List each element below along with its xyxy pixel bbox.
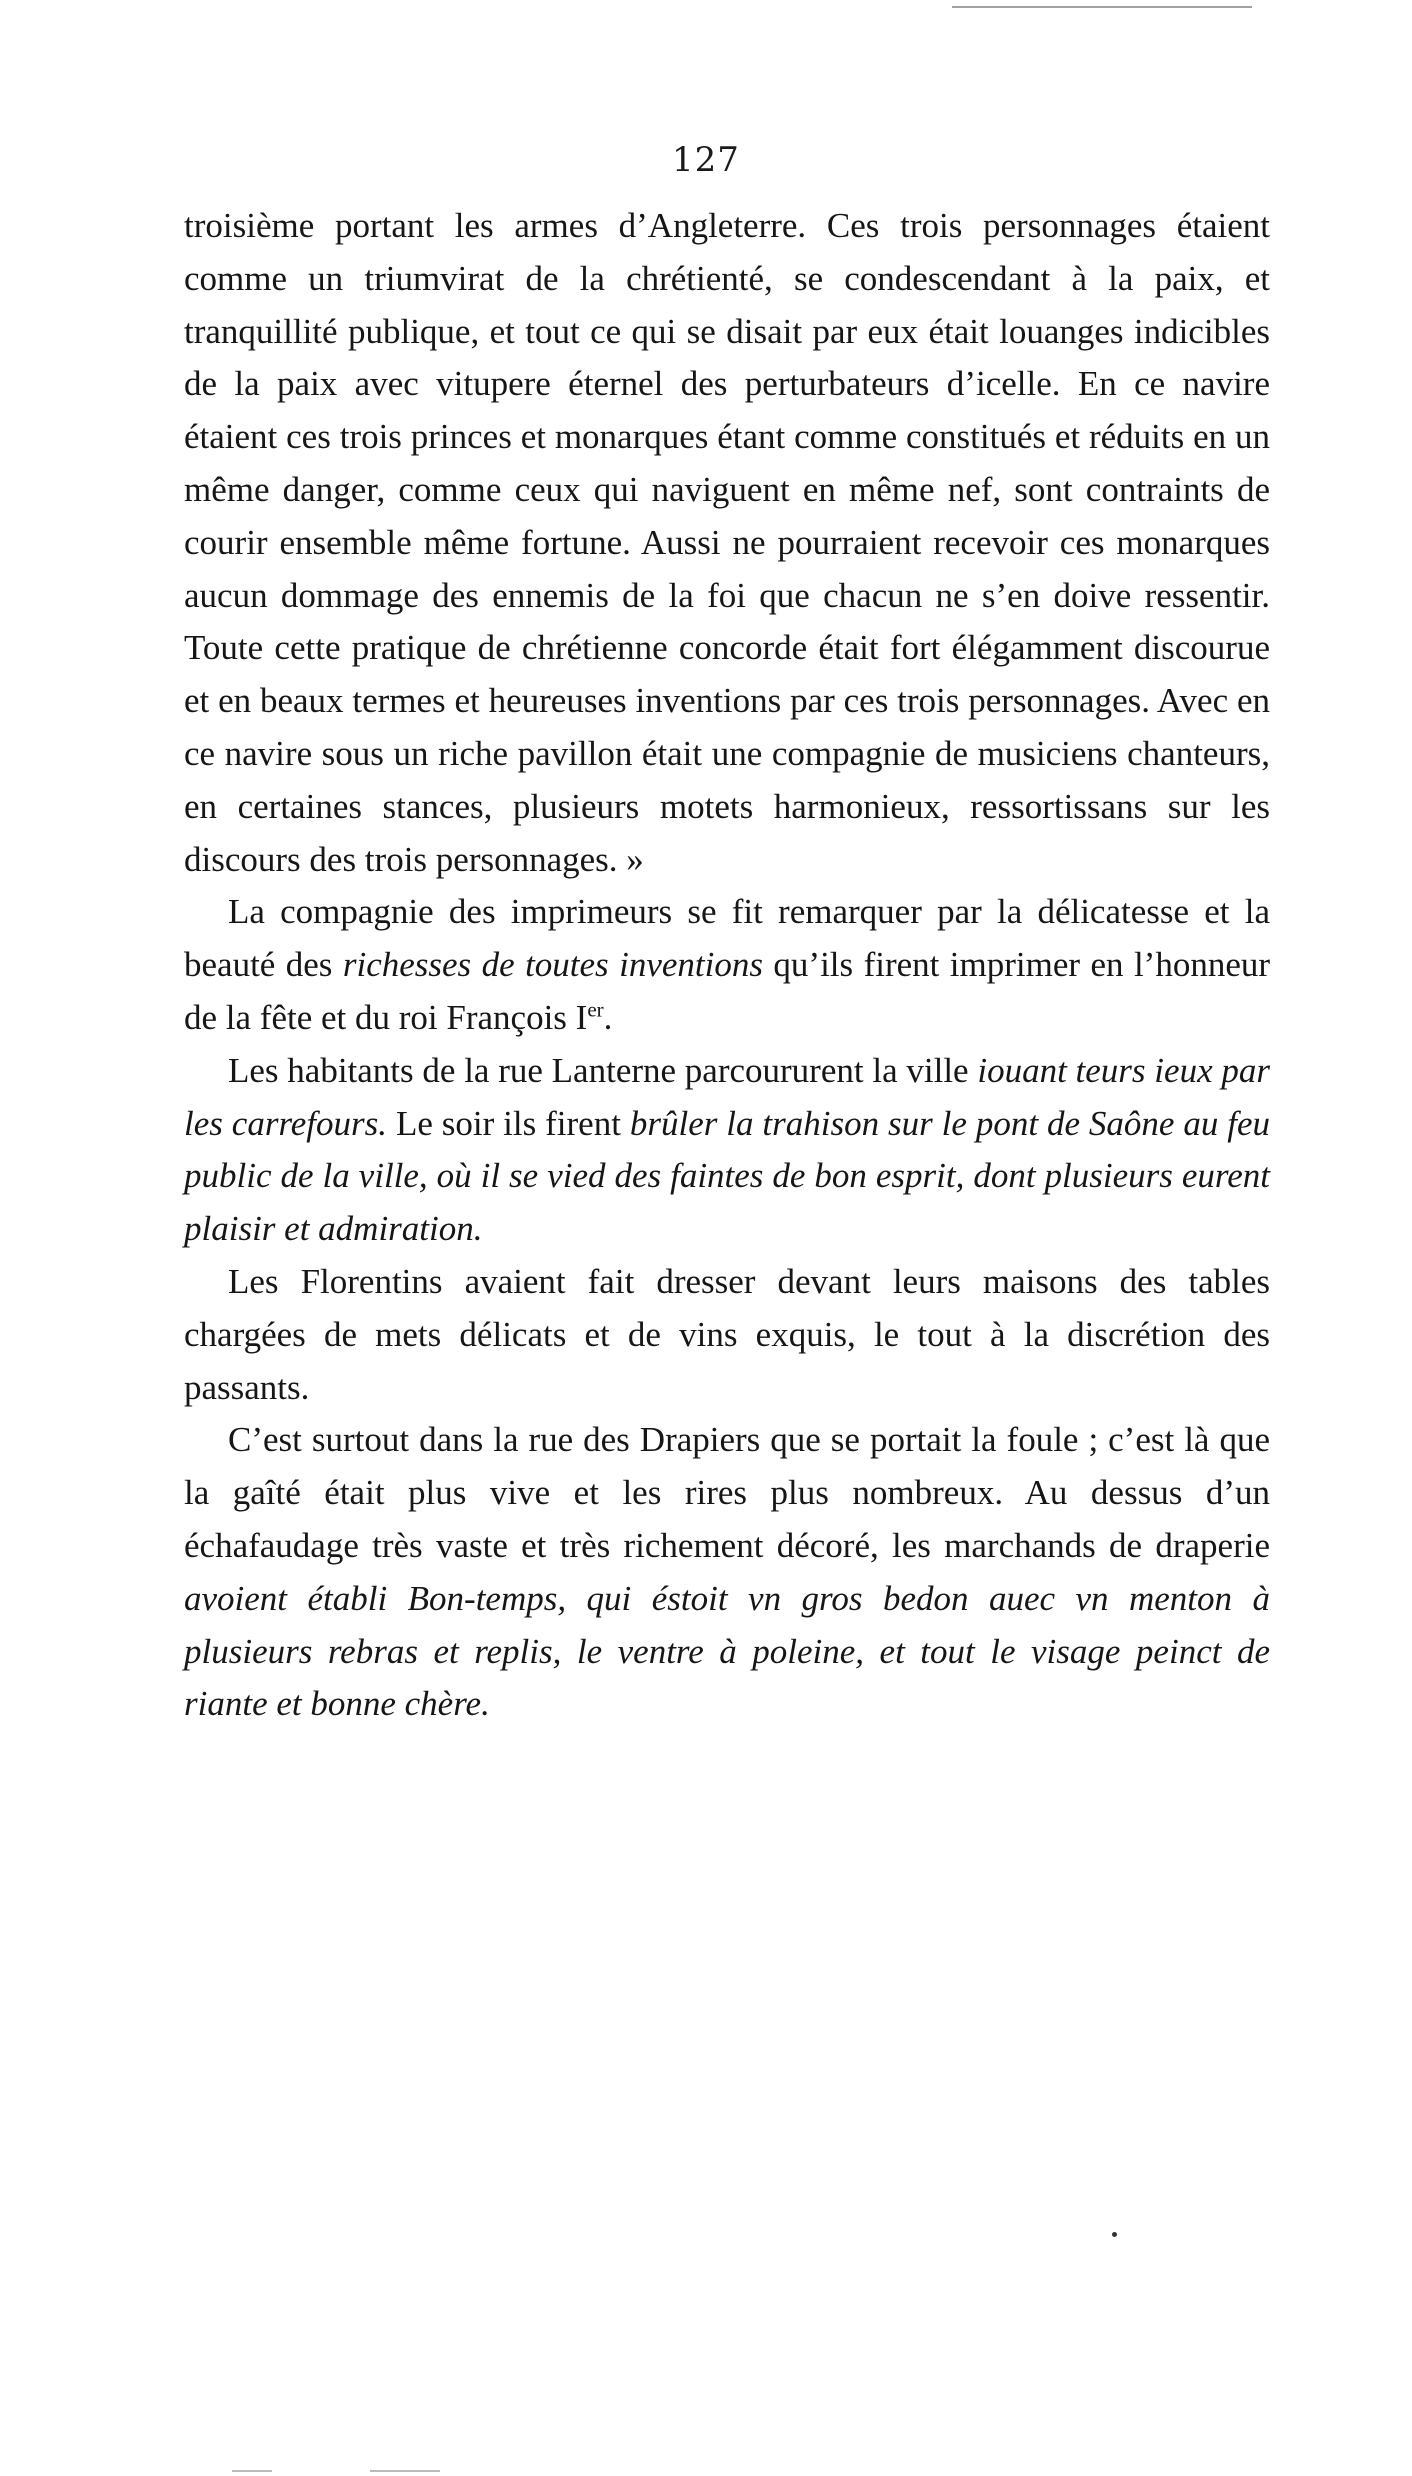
paragraph-drapiers: [184, 1414, 1270, 1731]
paragraph-florentins: [184, 1256, 1270, 1414]
italic-text: avoient établi Bon-temps, qui éstoit vn gros bedon auec vn menton à plusieurs rebras et replis, le ventre à poleine, et tout le visage peinct de riante et bonne chère.: [184, 1578, 1270, 1724]
text-segment: Le soir ils firent: [387, 1103, 630, 1143]
body-text: [184, 200, 1270, 1731]
paragraph-continuation: [184, 200, 1270, 886]
text-segment: Les habitants de la rue Lanterne parcoururent la ville: [228, 1050, 978, 1090]
text-segment: C’est surtout dans la rue des Drapiers que se portait la foule ; c’est là que la gaîté était plus vive et les rires plus nombreux. Au dessus d’un échafaudage très vaste et très richement décoré, les marchands de draperie: [184, 1420, 1270, 1565]
italic-text: richesses de toutes inventions: [342, 945, 763, 985]
italic-text: brûler la trahison sur le pont de Saône au feu public de la ville, où il se vied des faintes de bon esprit, dont plusieurs eurent plaisir et admiration.: [184, 1103, 1271, 1249]
bottom-edge-mark: [232, 2470, 272, 2472]
paragraph-rue-lanterne: [184, 1045, 1270, 1256]
superscript-text: er: [587, 997, 604, 1022]
paragraph-imprimeurs: [184, 886, 1270, 1044]
ink-speck: [1112, 2232, 1117, 2237]
bottom-edge-mark: [370, 2470, 440, 2472]
text-segment: Les Florentins avaient fait dresser devant leurs maisons des tables chargées de mets délicats et de vins exquis, le tout à la discrétion des passants.: [184, 1261, 1270, 1407]
text-segment: .: [603, 997, 613, 1037]
page-number: 127: [672, 140, 740, 180]
text-segment: La compagnie des imprimeurs se fit remarquer par la délicatesse et la beauté des: [184, 892, 1270, 985]
italic-text: iouant teurs ieux par les carrefours.: [184, 1050, 1270, 1143]
top-edge-rule: [952, 6, 1252, 8]
text-segment: troisième portant les armes d’Angleterre. Ces trois personnages étaient comme un triumvirat de la chrétienté, se condescendant à la paix, et tranquillité publique, et tout ce qui se disait par eux était louanges indicibles de la paix avec vitupere éternel des perturbateurs d’icelle. En ce navire étaient ces trois princes et monarques étant comme constitués et réduits en un même danger, comme ceux qui naviguent en même nef, sont contraints de courir ensemble même fortune. Aussi ne pourraient recevoir ces monarques aucun dommage des ennemis de la foi que chacun ne s’en doive ressentir. Toute cette pratique de chrétienne concorde était fort élégamment discourue et en beaux termes et heureuses inventions par ces trois personnages. Avec en ce navire sous un riche pavillon était une compagnie de musiciens chanteurs, en certaines stances, plusieurs motets harmonieux, ressortissans sur les discours des trois personnages. »: [184, 206, 1270, 879]
text-segment: qu’ils firent imprimer en l’honneur de la fête et du roi François I: [184, 945, 1271, 1037]
